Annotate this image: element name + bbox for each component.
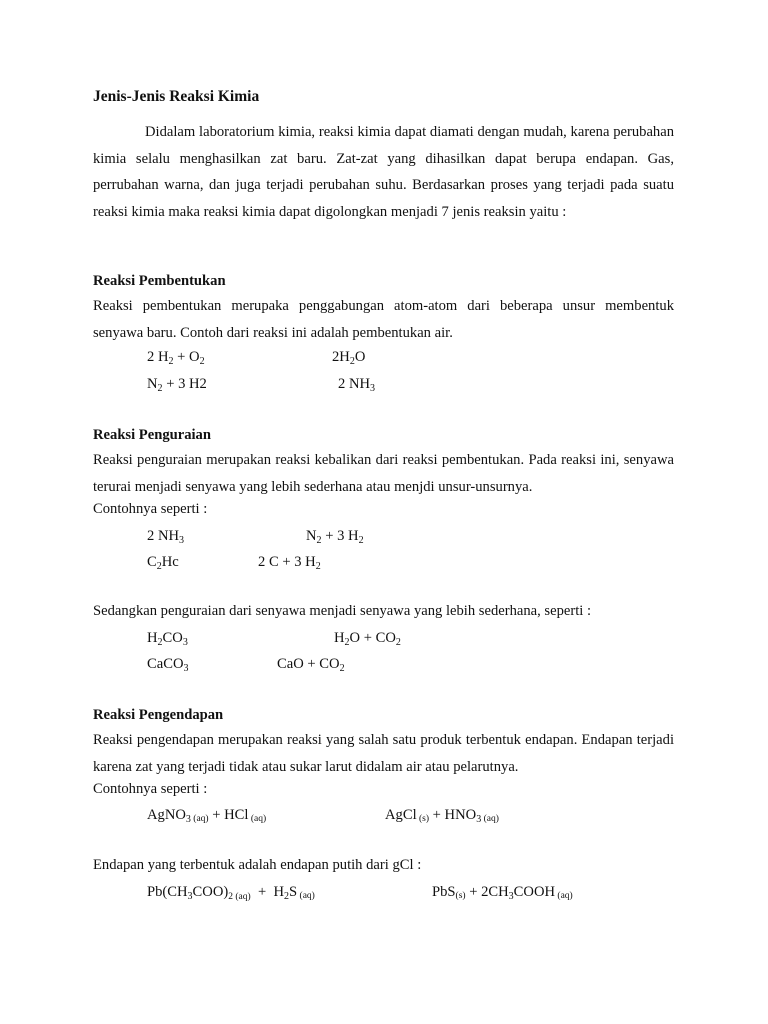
document-title: Jenis-Jenis Reaksi Kimia — [93, 88, 260, 105]
equation-6-product: CaO + $CO_2$ — [277, 656, 345, 674]
equation-6-reactant: CaCO$_3$ — [147, 656, 189, 674]
equation-8-reactant: $Pb(CH_3COO)_{2 (aq)} + H_2S$ (aq) — [147, 884, 315, 902]
equation-2-product: 2 $NH_3$ — [338, 376, 376, 394]
pengendapan-example-label: Contohnya seperti : — [93, 781, 208, 797]
section-heading-penguraian: Reaksi Penguraian — [93, 427, 211, 443]
section-heading-pembentukan: Reaksi Pembentukan — [93, 273, 226, 289]
equation-5-product: $H_2O + CO_2$ — [334, 630, 401, 648]
equation-3-reactant: 2 $NH_3$ — [147, 528, 185, 546]
equation-1-reactant: 2 $H_2 + O_2$ — [147, 349, 205, 367]
equation-5-reactant: $H_2CO_3$ — [147, 630, 188, 648]
equation-7-product: AgCl $(s) + HNO_3$ (aq) — [385, 807, 499, 825]
section-heading-pengendapan: Reaksi Pengendapan — [93, 707, 224, 723]
pengendapan-note: Endapan yang terbentuk adalah endapan putih dari gCl : — [93, 857, 422, 873]
equation-7-reactant: AgNO$_3$ (aq) + HCl (aq) — [147, 807, 267, 825]
penguraian-body: Reaksi penguraian merupakan reaksi kebalikan dari reaksi pembentukan. Pada reaksi ini, senyawa terurai menjadi senyawa yang lebih sederhana atau menjdi unsur-unsurnya. — [93, 452, 674, 495]
pembentukan-body: Reaksi pembentukan merupaka penggabungan atom-atom dari beberapa unsur membentuk senyawa baru. Contoh dari reaksi ini adalah pembentukan air. — [93, 298, 674, 341]
equation-8-product: $PbS(s) + 2CH_3COOH$ (aq) — [432, 884, 573, 902]
equation-2-reactant: $N_2 + 3$ H2 — [147, 376, 207, 394]
penguraian-note: Sedangkan penguraian dari senyawa menjadi senyawa yang lebih sederhana, seperti : — [93, 603, 592, 619]
pengendapan-body: Reaksi pengendapan merupakan reaksi yang salah satu produk terbentuk endapan. Endapan terjadi karena zat yang terjadi tidak atau sukar larut didalam air atau pelarutnya. — [93, 732, 674, 775]
equation-1-product: $2H_2O$ — [332, 349, 366, 367]
equation-4-reactant: $C_2Hc$ — [147, 554, 179, 572]
penguraian-example-label: Contohnya seperti : — [93, 501, 208, 517]
equation-3-product: $N_2 + 3$ $H_2$ — [306, 528, 364, 546]
intro-paragraph: Didalam laboratorium kimia, reaksi kimia dapat diamati dengan mudah, karena perubahan kimia selalu menghasilkan zat baru. Zat-zat yang dihasilkan dapat berupa endapan. Gas, perrubahan warna, dan juga terjadi perubahan suhu. Berdasarkan proses yang terjadi pada suatu reaksi kimia maka reaksi kimia dapat digolongkan menjadi 7 jenis reaksin yaitu : — [93, 124, 674, 220]
equation-4-product: 2 C + 3 $H_2$ — [258, 554, 321, 572]
